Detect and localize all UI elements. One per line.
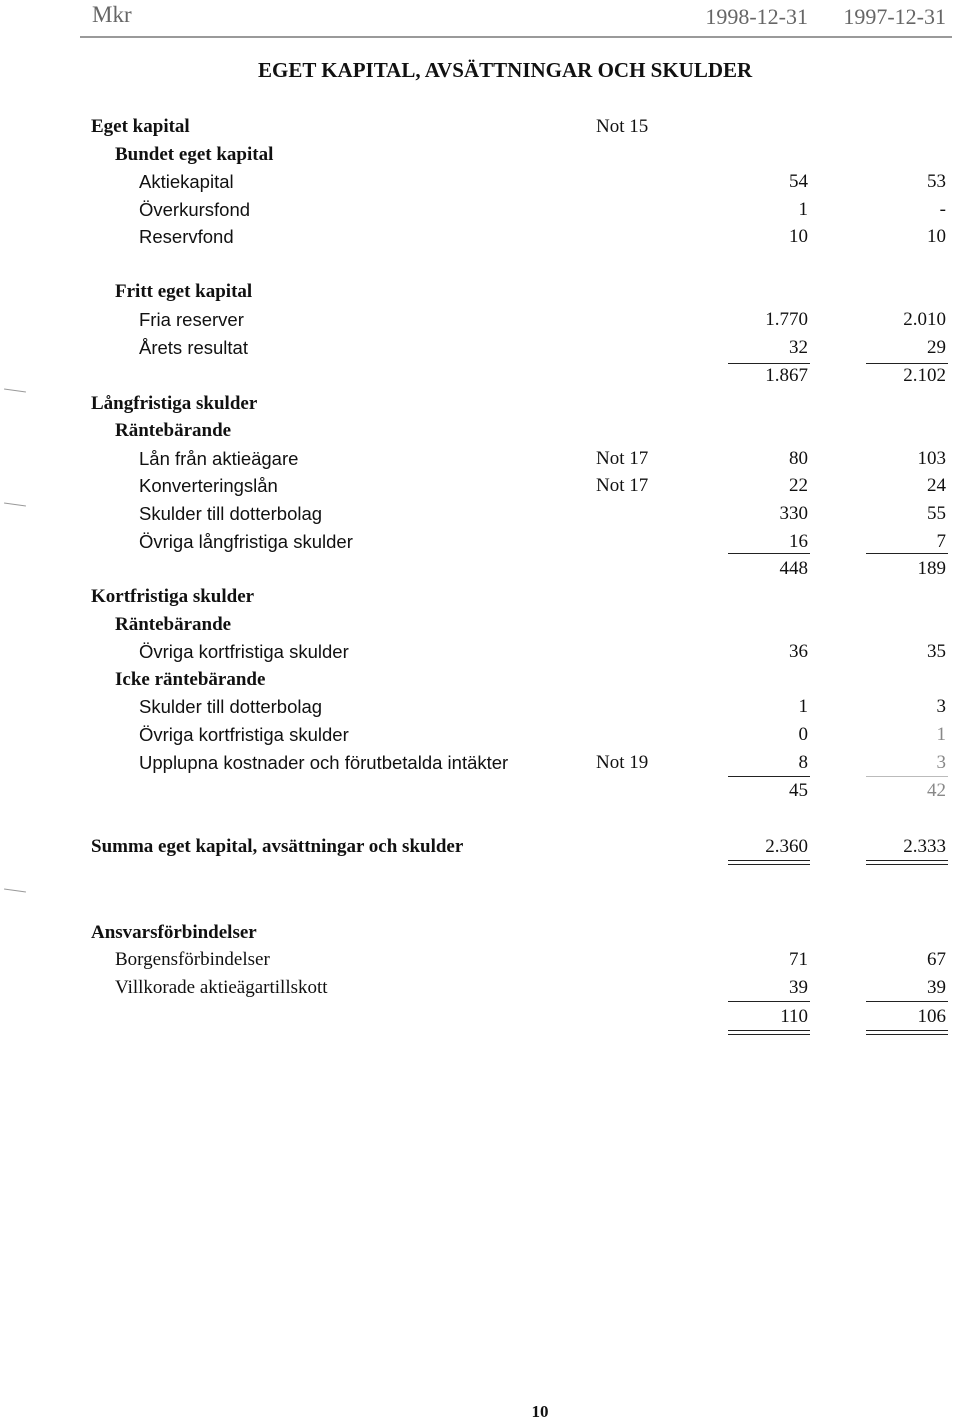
subtotal-1998: 45 (789, 780, 808, 801)
double-rule (866, 1030, 948, 1035)
value-1998: 80 (789, 448, 808, 469)
value-1998: 0 (798, 724, 808, 745)
row-label: Överkursfond (139, 199, 251, 220)
value-1998: 32 (789, 337, 808, 358)
subsection-heading: Icke räntebärande (115, 669, 266, 690)
section-row (0, 583, 960, 610)
subtotal-1997: 106 (917, 1006, 946, 1027)
subsection-heading: Fritt eget kapital (115, 281, 253, 302)
value-1998: 36 (789, 641, 808, 662)
subsection-row (0, 417, 960, 444)
value-1997: 67 (927, 949, 946, 970)
subtotal-1998: 448 (779, 558, 808, 579)
value-1998: 16 (789, 531, 808, 552)
table-row (0, 445, 960, 472)
note-reference: Not 17 (596, 448, 649, 469)
section-heading: Långfristiga skulder (91, 393, 258, 414)
value-1998: 22 (789, 475, 808, 496)
row-label: Övriga kortfristiga skulder (139, 724, 349, 745)
value-1998: 8 (798, 752, 808, 773)
double-rule (866, 860, 948, 865)
value-1997: - (939, 199, 946, 220)
value-1998: 1 (798, 696, 808, 717)
value-1998: 1.770 (765, 309, 808, 330)
value-1997: 7 (936, 531, 946, 552)
value-1998: 39 (789, 977, 808, 998)
row-label: Fria reserver (139, 309, 244, 330)
value-1997: 55 (927, 503, 946, 524)
header-bar (80, 0, 952, 38)
double-rule (728, 860, 810, 865)
subtotal-row (0, 555, 960, 582)
value-1997: 1 (936, 724, 946, 745)
row-label: Övriga kortfristiga skulder (139, 641, 349, 662)
note-reference: Not 19 (596, 752, 649, 773)
table-row (0, 721, 960, 748)
row-label: Upplupna kostnader och förutbetalda intäkter (139, 752, 509, 773)
section-row (0, 390, 960, 417)
table-row (0, 168, 960, 195)
subsection-row (0, 611, 960, 638)
row-label: Årets resultat (139, 337, 248, 358)
value-1997: 103 (917, 448, 946, 469)
subtotal-rule (866, 553, 948, 554)
table-row (0, 749, 960, 776)
subtotal-1998: 110 (780, 1006, 808, 1027)
table-row (0, 472, 960, 499)
row-label: Skulder till dotterbolag (139, 696, 323, 717)
value-1997: 35 (927, 641, 946, 662)
note-reference: Not 17 (596, 475, 649, 496)
header-year-current: 1998-12-31 (705, 4, 808, 29)
subtotal-1997: 189 (917, 558, 946, 579)
value-1997: 2.010 (903, 309, 946, 330)
subsection-heading: Räntebärande (115, 420, 232, 441)
header-unit: Mkr (92, 2, 132, 27)
subtotal-rule (728, 553, 810, 554)
value-1997: 3 (936, 696, 946, 717)
table-row (0, 196, 960, 223)
subsection-row (0, 141, 960, 168)
row-label: Borgensförbindelser (115, 949, 270, 970)
subtotal-row (0, 362, 960, 389)
grand-total-1998: 2.360 (765, 836, 808, 857)
table-row (0, 528, 960, 555)
subsection-row (0, 278, 960, 305)
grand-total-1997: 2.333 (903, 836, 946, 857)
section-row (0, 113, 960, 140)
subtotal-1997: 42 (927, 780, 946, 801)
value-1997: 29 (927, 337, 946, 358)
subtotal-row (0, 777, 960, 804)
row-label: Reservfond (139, 226, 234, 247)
subsection-heading: Bundet eget kapital (115, 144, 274, 165)
subtotal-rule (866, 1001, 948, 1002)
value-1998: 1 (798, 199, 808, 220)
value-1997: 24 (927, 475, 946, 496)
value-1997: 53 (927, 171, 946, 192)
subsection-row (0, 666, 960, 693)
row-label: Konverteringslån (139, 475, 278, 496)
section-row (0, 919, 960, 946)
table-row (0, 334, 960, 361)
row-label: Villkorade aktieägartillskott (115, 977, 328, 998)
subtotal-1998: 1.867 (765, 365, 808, 386)
double-rule (728, 1030, 810, 1035)
value-1998: 330 (779, 503, 808, 524)
row-label: Övriga långfristiga skulder (139, 531, 353, 552)
subtotal-row (0, 1003, 960, 1030)
value-1998: 10 (789, 226, 808, 247)
page-title: EGET KAPITAL, AVSÄTTNINGAR OCH SKULDER (258, 58, 753, 82)
row-label: Aktiekapital (139, 171, 234, 192)
section-heading: Kortfristiga skulder (91, 586, 255, 607)
subsection-heading: Räntebärande (115, 614, 232, 635)
section-heading: Ansvarsförbindelser (91, 922, 257, 943)
section-heading: Eget kapital (91, 116, 190, 137)
grand-total-row (0, 833, 960, 860)
value-1997: 3 (936, 752, 946, 773)
row-label: Lån från aktieägare (139, 448, 299, 469)
header-year-previous: 1997-12-31 (843, 4, 946, 29)
table-row (0, 638, 960, 665)
table-row (0, 500, 960, 527)
table-row (0, 223, 960, 250)
note-reference: Not 15 (596, 116, 649, 137)
page-number: 10 (531, 1402, 549, 1421)
table-row (0, 946, 960, 973)
subtotal-1997: 2.102 (903, 365, 946, 386)
value-1998: 54 (789, 171, 808, 192)
value-1997: 39 (927, 977, 946, 998)
scan-mark (4, 888, 26, 892)
table-row (0, 693, 960, 720)
grand-total-label: Summa eget kapital, avsättningar och skulder (91, 836, 464, 857)
row-label: Skulder till dotterbolag (139, 503, 323, 524)
table-row (0, 306, 960, 333)
value-1998: 71 (789, 949, 808, 970)
subtotal-rule (728, 1001, 810, 1002)
value-1997: 10 (927, 226, 946, 247)
table-row (0, 974, 960, 1001)
